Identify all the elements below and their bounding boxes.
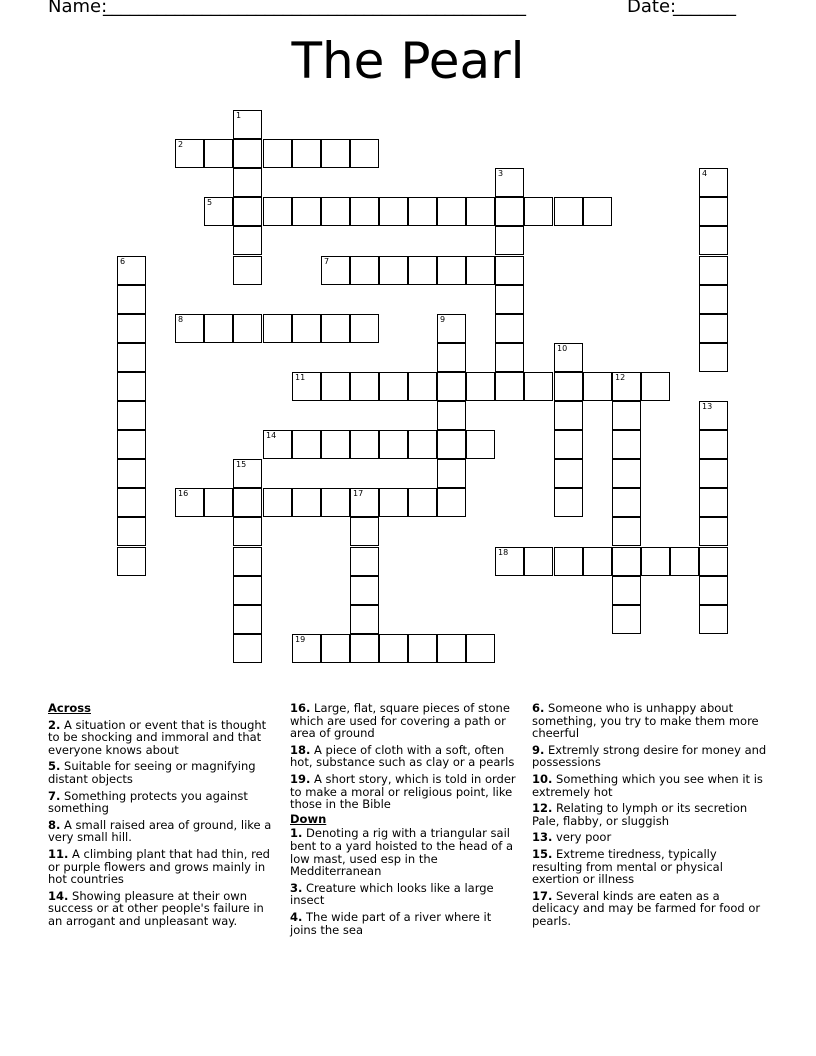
clue-down-13: 13. very poor <box>532 830 612 845</box>
grid-cell[interactable] <box>437 488 466 517</box>
grid-cell[interactable] <box>554 547 583 576</box>
grid-cell[interactable] <box>495 197 524 226</box>
grid-cell[interactable] <box>321 634 350 663</box>
grid-cell[interactable] <box>233 314 262 343</box>
clue-down-17: 17. Several kinds are eaten as a delicacy and may be farmed for food or pearls. <box>532 888 761 928</box>
clue-across-2: 2. A situation or event that is thought to be shocking and immoral and that everyone knows about <box>48 717 267 757</box>
clue-across-19: 19. A short story, which is told in order to make a moral or religious point, like those in the Bible <box>290 771 516 812</box>
grid-cell[interactable] <box>321 139 350 168</box>
clue-across-8: 8. A small raised area of ground, like a very small hill. <box>48 817 272 845</box>
grid-cell[interactable] <box>670 547 699 576</box>
clue-down-1: 1. Denoting a rig with a triangular sail bent to a yard hoisted to the head of a low mast, used esp in the Medditerranean <box>290 826 513 879</box>
grid-cell[interactable] <box>292 372 321 401</box>
grid-cell[interactable] <box>350 139 379 168</box>
grid-cell[interactable] <box>292 430 321 459</box>
grid-cell[interactable] <box>437 372 466 401</box>
clue-number: 4 <box>702 169 708 178</box>
grid-cell[interactable] <box>350 314 379 343</box>
grid-cell[interactable] <box>699 459 728 488</box>
clue-number: 16 <box>178 489 189 498</box>
grid-cell[interactable] <box>641 547 670 576</box>
date-field[interactable]: _______ <box>673 0 736 17</box>
grid-cell[interactable] <box>466 256 495 285</box>
grid-cell[interactable] <box>350 634 379 663</box>
grid-cell[interactable] <box>583 197 612 226</box>
grid-cell[interactable] <box>612 547 641 576</box>
grid-cell[interactable] <box>699 314 728 343</box>
grid-cell[interactable] <box>117 285 146 314</box>
across-heading: Across <box>48 701 91 715</box>
grid-cell[interactable] <box>437 430 466 459</box>
grid-cell[interactable] <box>699 197 728 226</box>
clue-down-10: 10. Something which you see when it is extremely hot <box>532 771 763 799</box>
grid-cell[interactable] <box>466 634 495 663</box>
grid-cell[interactable] <box>292 634 321 663</box>
grid-cell[interactable] <box>263 430 292 459</box>
grid-cell[interactable] <box>699 401 728 430</box>
grid-cell[interactable] <box>466 197 495 226</box>
clue-number: 15 <box>236 460 247 469</box>
grid-cell[interactable] <box>350 605 379 634</box>
grid-cell[interactable] <box>408 197 437 226</box>
grid-cell[interactable] <box>583 372 612 401</box>
grid-cell[interactable] <box>233 110 262 139</box>
grid-cell[interactable] <box>699 430 728 459</box>
grid-cell[interactable] <box>233 605 262 634</box>
grid-cell[interactable] <box>117 256 146 285</box>
grid-cell[interactable] <box>699 226 728 255</box>
clue-number: 9 <box>440 315 446 324</box>
grid-cell[interactable] <box>495 168 524 197</box>
grid-cell[interactable] <box>292 139 321 168</box>
grid-cell[interactable] <box>263 197 292 226</box>
clue-number: 7 <box>324 257 330 266</box>
clue-down-6: 6. Someone who is unhappy about something, you try to make them more cheerful <box>532 701 759 741</box>
grid-cell[interactable] <box>554 372 583 401</box>
grid-cell[interactable] <box>408 430 437 459</box>
grid-cell[interactable] <box>233 517 262 546</box>
grid-cell[interactable] <box>233 459 262 488</box>
grid-cell[interactable] <box>117 372 146 401</box>
clue-number: 2 <box>178 140 184 149</box>
grid-cell[interactable] <box>350 576 379 605</box>
grid-cell[interactable] <box>233 139 262 168</box>
clue-down-9: 9. Extremly strong desire for money and possessions <box>532 742 767 770</box>
grid-cell[interactable] <box>699 547 728 576</box>
grid-cell[interactable] <box>292 197 321 226</box>
clue-number: 1 <box>236 111 242 120</box>
grid-cell[interactable] <box>350 430 379 459</box>
grid-cell[interactable] <box>233 226 262 255</box>
grid-cell[interactable] <box>699 488 728 517</box>
page-title: The Pearl <box>291 32 525 90</box>
grid-cell[interactable] <box>554 197 583 226</box>
grid-cell[interactable] <box>175 488 204 517</box>
clue-across-18: 18. A piece of cloth with a soft, often hot, substance such as clay or a pearls <box>290 742 515 770</box>
grid-cell[interactable] <box>321 256 350 285</box>
grid-cell[interactable] <box>699 517 728 546</box>
grid-cell[interactable] <box>292 314 321 343</box>
clue-down-3: 3. Creature which looks like a large insect <box>290 880 494 908</box>
clue-number: 18 <box>498 548 509 557</box>
grid-cell[interactable] <box>699 605 728 634</box>
grid-cell[interactable] <box>204 197 233 226</box>
grid-cell[interactable] <box>466 430 495 459</box>
grid-cell[interactable] <box>612 605 641 634</box>
grid-cell[interactable] <box>408 488 437 517</box>
clue-down-4: 4. The wide part of a river where it joins the sea <box>290 909 492 937</box>
grid-cell[interactable] <box>379 256 408 285</box>
grid-cell[interactable] <box>379 488 408 517</box>
clue-number: 17 <box>353 489 364 498</box>
grid-cell[interactable] <box>117 401 146 430</box>
clue-down-15: 15. Extreme tiredness, typically resulting from mental or physical exertion or illness <box>532 846 723 887</box>
grid-cell[interactable] <box>321 488 350 517</box>
grid-cell[interactable] <box>524 372 553 401</box>
grid-cell[interactable] <box>379 197 408 226</box>
grid-cell[interactable] <box>233 168 262 197</box>
grid-cell[interactable] <box>175 139 204 168</box>
grid-cell[interactable] <box>641 372 670 401</box>
grid-cell[interactable] <box>495 285 524 314</box>
grid-cell[interactable] <box>350 372 379 401</box>
clue-number: 10 <box>557 344 568 353</box>
clue-across-5: 5. Suitable for seeing or magnifying distant objects <box>48 759 256 786</box>
grid-cell[interactable] <box>437 634 466 663</box>
clues-column-2 <box>290 700 520 936</box>
grid-cell[interactable] <box>554 343 583 372</box>
clue-number: 8 <box>178 315 184 324</box>
grid-cell[interactable] <box>117 488 146 517</box>
grid-cell[interactable] <box>263 139 292 168</box>
clue-down-12: 12. Relating to lymph or its secretion Pale, flabby, or sluggish <box>532 801 748 828</box>
grid-cell[interactable] <box>350 197 379 226</box>
grid-cell[interactable] <box>699 343 728 372</box>
grid-cell[interactable] <box>554 401 583 430</box>
grid-cell[interactable] <box>233 634 262 663</box>
grid-cell[interactable] <box>699 256 728 285</box>
grid-cell[interactable] <box>321 314 350 343</box>
grid-cell[interactable] <box>408 634 437 663</box>
grid-cell[interactable] <box>612 517 641 546</box>
grid-cell[interactable] <box>699 285 728 314</box>
clue-number: 12 <box>615 373 626 382</box>
grid-cell[interactable] <box>554 430 583 459</box>
grid-cell[interactable] <box>495 343 524 372</box>
grid-cell[interactable] <box>495 226 524 255</box>
clues-column-1 <box>48 700 278 928</box>
grid-cell[interactable] <box>292 488 321 517</box>
grid-cell[interactable] <box>699 576 728 605</box>
grid-cell[interactable] <box>204 488 233 517</box>
grid-cell[interactable] <box>437 314 466 343</box>
grid-cell[interactable] <box>350 547 379 576</box>
grid-cell[interactable] <box>321 197 350 226</box>
grid-cell[interactable] <box>321 372 350 401</box>
grid-cell[interactable] <box>350 256 379 285</box>
clue-across-11: 11. A climbing plant that had thin, red or purple flowers and grows mainly in hot countries <box>48 846 270 887</box>
grid-cell[interactable] <box>437 197 466 226</box>
grid-cell[interactable] <box>612 372 641 401</box>
grid-cell[interactable] <box>204 314 233 343</box>
grid-cell[interactable] <box>612 430 641 459</box>
grid-cell[interactable] <box>233 488 262 517</box>
grid-cell[interactable] <box>524 547 553 576</box>
grid-cell[interactable] <box>437 401 466 430</box>
grid-cell[interactable] <box>495 372 524 401</box>
grid-cell[interactable] <box>524 197 553 226</box>
grid-cell[interactable] <box>437 256 466 285</box>
grid-cell[interactable] <box>495 256 524 285</box>
grid-cell[interactable] <box>175 314 204 343</box>
grid-cell[interactable] <box>583 547 612 576</box>
grid-cell[interactable] <box>117 430 146 459</box>
grid-cell[interactable] <box>495 547 524 576</box>
grid-cell[interactable] <box>554 459 583 488</box>
grid-cell[interactable] <box>379 372 408 401</box>
grid-cell[interactable] <box>263 488 292 517</box>
grid-cell[interactable] <box>321 430 350 459</box>
grid-cell[interactable] <box>117 517 146 546</box>
grid-cell[interactable] <box>612 459 641 488</box>
clue-number: 13 <box>702 402 713 411</box>
grid-cell[interactable] <box>437 459 466 488</box>
grid-cell[interactable] <box>350 517 379 546</box>
clue-number: 3 <box>498 169 504 178</box>
grid-cell[interactable] <box>495 314 524 343</box>
grid-cell[interactable] <box>117 343 146 372</box>
grid-cell[interactable] <box>408 256 437 285</box>
grid-cell[interactable] <box>612 401 641 430</box>
clue-number: 14 <box>266 431 277 440</box>
grid-cell[interactable] <box>466 372 495 401</box>
grid-cell[interactable] <box>379 430 408 459</box>
grid-cell[interactable] <box>612 576 641 605</box>
clues-column-3 <box>532 700 770 928</box>
clue-across-14: 14. Showing pleasure at their own success or at other people's failure in an arrogant and unpleasant way. <box>48 888 264 928</box>
grid-cell[interactable] <box>379 634 408 663</box>
grid-cell[interactable] <box>233 547 262 576</box>
clue-number: 5 <box>207 198 213 207</box>
grid-cell[interactable] <box>233 197 262 226</box>
down-heading: Down <box>290 811 327 826</box>
clue-across-7: 7. Something protects you against something <box>48 788 248 816</box>
grid-cell[interactable] <box>117 547 146 576</box>
header-date-label: Date: <box>627 0 677 17</box>
name-field[interactable]: _______________________________________________ <box>103 0 526 17</box>
clue-across-16: 16. Large, flat, square pieces of stone which are used for covering a path or area of ground <box>290 701 510 741</box>
grid-cell[interactable] <box>699 168 728 197</box>
grid-cell[interactable] <box>233 256 262 285</box>
clue-number: 6 <box>120 257 126 266</box>
grid-cell[interactable] <box>437 343 466 372</box>
grid-cell[interactable] <box>117 459 146 488</box>
clue-number: 19 <box>295 635 306 644</box>
grid-cell[interactable] <box>263 314 292 343</box>
grid-cell[interactable] <box>612 488 641 517</box>
grid-cell[interactable] <box>554 488 583 517</box>
grid-cell[interactable] <box>408 372 437 401</box>
clue-number: 11 <box>295 373 306 382</box>
grid-cell[interactable] <box>233 576 262 605</box>
grid-cell[interactable] <box>350 488 379 517</box>
header-name-label: Name: <box>48 0 108 17</box>
grid-cell[interactable] <box>117 314 146 343</box>
grid-cell[interactable] <box>204 139 233 168</box>
